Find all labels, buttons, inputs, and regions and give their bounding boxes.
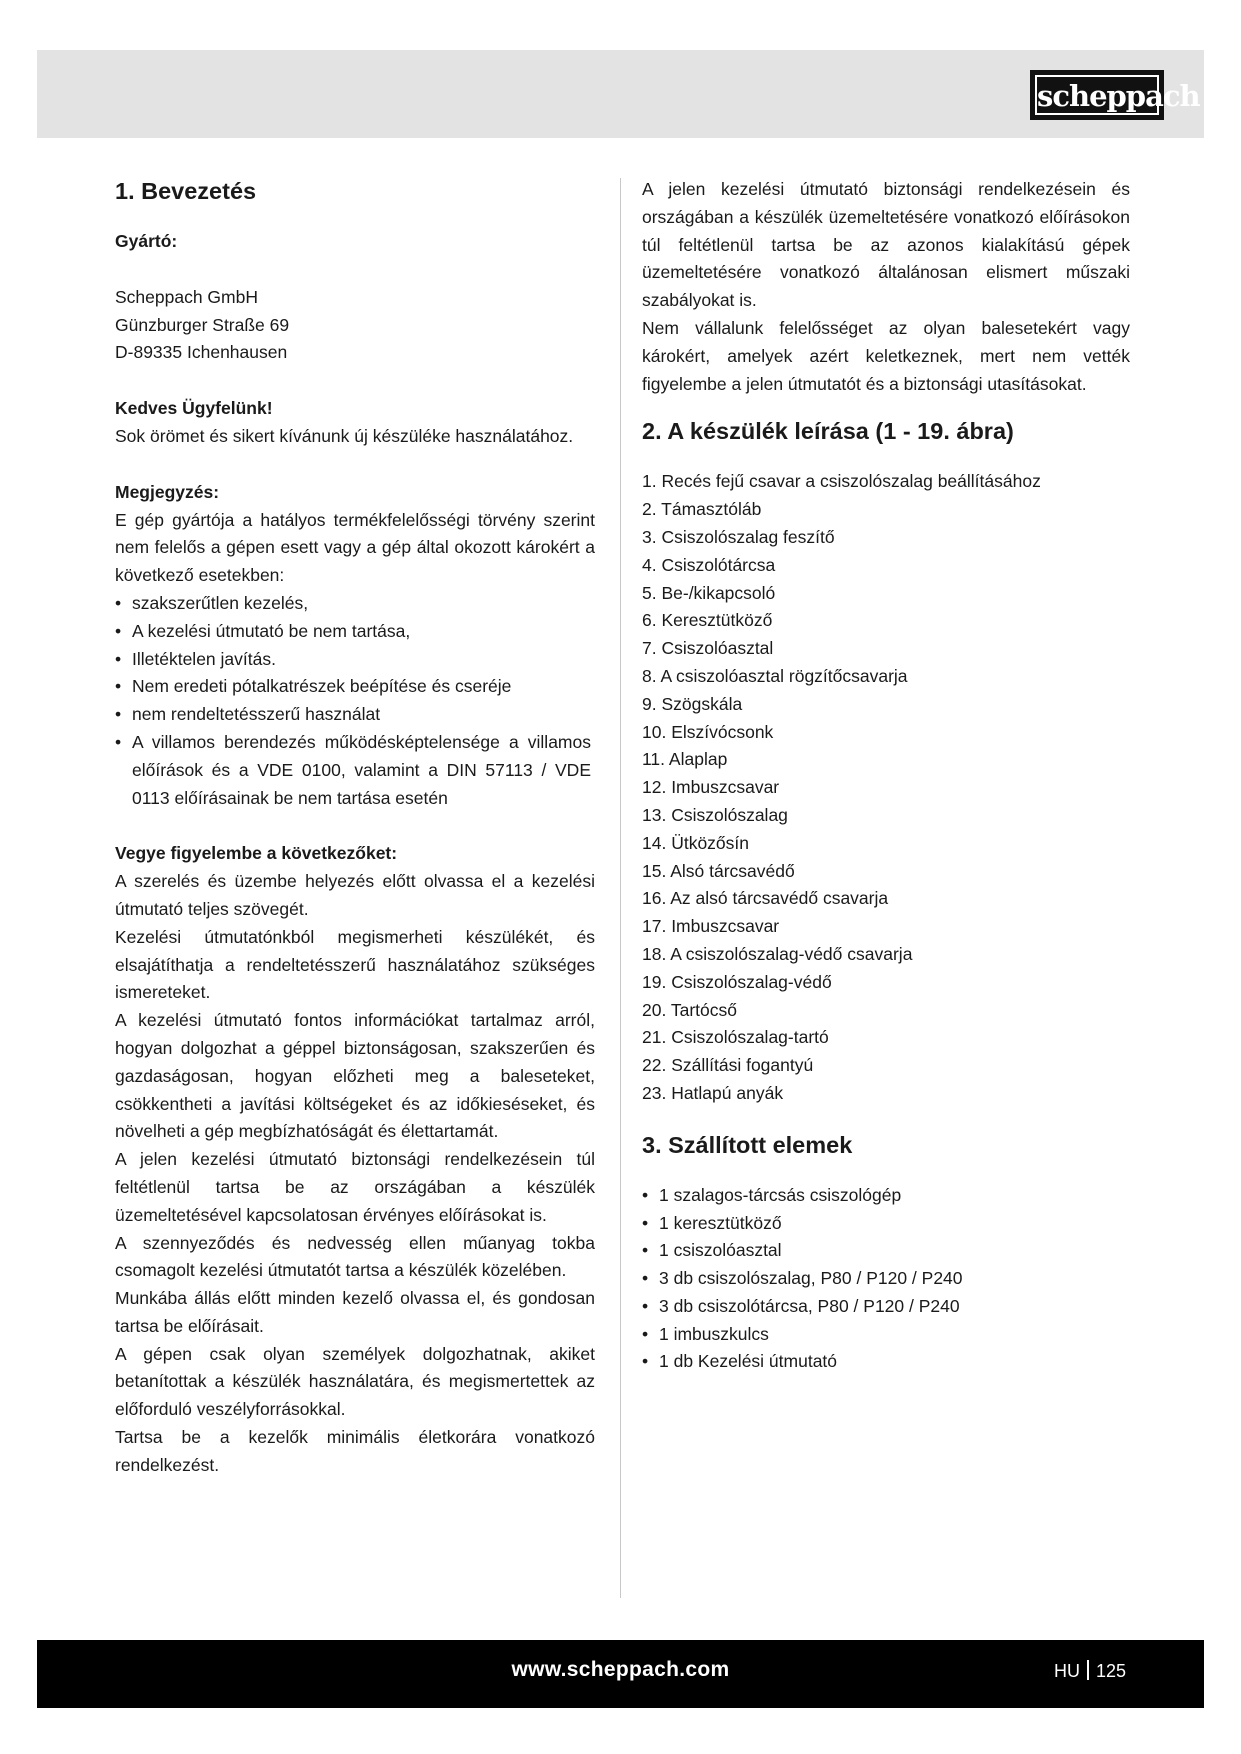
observe-paragraph: A jelen kezelési útmutató biztonsági rendelkezésein túl feltétlenül tartsa be az országában a készülék üzemeltetésével kapcsolatosan érvényes előírásokat is. [115, 1149, 595, 1225]
list-item: 7. Csiszolóasztal [642, 638, 774, 659]
list-item: • nem rendeltetésszerű használat [115, 701, 595, 729]
list-item: 1. Recés fejű csavar a csiszolószalag beállításához [642, 471, 1041, 492]
list-item: • A villamos berendezés működésképtelensége a villamos előírások és a VDE 0100, valamint a DIN 57113 / VDE 0113 előírásainak be nem tartása esetén [115, 729, 595, 812]
parts-list [642, 468, 1130, 1107]
list-item: 12. Imbuszcsavar [642, 777, 780, 798]
section-2-heading: 2. A készülék leírása (1 - 19. ábra) [642, 418, 1014, 445]
observe-paragraph: A szerelés és üzembe helyezés előtt olvassa el a kezelési útmutató teljes szövegét. [115, 871, 595, 919]
left-column [115, 176, 595, 1480]
observe-paragraph: A szennyeződés és nedvesség ellen műanyag tokba csomagolt kezelési útmutatót tartsa a készülék közelében. [115, 1232, 595, 1281]
list-item: 10. Elszívócsonk [642, 721, 774, 742]
intro-paragraph: A jelen kezelési útmutató biztonsági rendelkezésein és országában a készülék üzemeltetésére vonatkozó előírásokon túl feltétlenül tartsa be az azonos kialakítású gépek üzemeltetésére vonatkozó általánosan elismert műszaki szabályokat is. [642, 179, 1130, 311]
list-item: 18. A csiszolószalag-védő csavarja [642, 943, 913, 964]
intro-paragraph: Nem vállalunk felelősséget az olyan balesetekért vagy károkért, amelyek azért keletkeznek, mert nem vették figyelembe a jelen útmutatót és a biztonsági utasításokat. [642, 317, 1130, 394]
list-item: • 3 db csiszolószalag, P80 / P120 / P240 [642, 1265, 1130, 1293]
list-item: • szakszerűtlen kezelés, [115, 590, 595, 618]
page-indicator [1054, 1640, 1126, 1702]
list-item: 22. Szállítási fogantyú [642, 1055, 814, 1076]
note-bullet-list [115, 590, 595, 812]
list-item: 11. Alaplap [642, 749, 728, 770]
observe-paragraph: Kezelési útmutatónkból megismerheti készülékét, és elsajátíthatja a rendeltetésszerű használatához szükséges ismereteket. [115, 926, 595, 1003]
list-item: 17. Imbuszcsavar [642, 916, 780, 937]
manufacturer-label: Gyártó: [115, 231, 178, 251]
list-item: 13. Csiszolószalag [642, 804, 788, 825]
list-item: • 1 szalagos-tárcsás csiszológép [642, 1182, 1130, 1210]
list-item: • Nem eredeti pótalkatrészek beépítése és cseréje [115, 673, 595, 701]
address-line: D-89335 Ichenhausen [115, 342, 288, 363]
scheppach-logo [1030, 70, 1200, 120]
observe-paragraph: A kezelési útmutató fontos információkat tartalmaz arról, hogyan dolgozhat a géppel biztonságosan, szakszerűen és gazdaságosan, hogyan előzheti meg a baleseteket, csökkentheti a javítási költségeket és az időkieséseket, és növelheti a gép megbízhatóságát és élettartamát. [115, 1010, 595, 1142]
section-3-heading: 3. Szállított elemek [642, 1131, 853, 1158]
header-band [37, 50, 1204, 138]
section-1-heading: 1. Bevezetés [115, 178, 257, 204]
list-item: • 1 imbuszkulcs [642, 1321, 1130, 1349]
list-item: • 3 db csiszolótárcsa, P80 / P120 / P240 [642, 1293, 1130, 1321]
list-item: • 1 db Kezelési útmutató [642, 1348, 1130, 1376]
list-item: • 1 keresztütköző [642, 1210, 1130, 1238]
observe-label: Vegye figyelembe a következőket: [115, 843, 398, 864]
address-line: Günzburger Straße 69 [115, 314, 290, 335]
observe-paragraph: Munkába állás előtt minden kezelő olvassa el, és gondosan tartsa be előírásait. [115, 1288, 595, 1336]
footer-bar [37, 1640, 1204, 1708]
address-block [115, 284, 595, 367]
list-item: 21. Csiszolószalag-tartó [642, 1027, 829, 1048]
logo-text: scheppach [1035, 75, 1159, 115]
address-line: Scheppach GmbH [115, 286, 258, 307]
column-divider [620, 178, 621, 1598]
list-item: • Illetéktelen javítás. [115, 646, 595, 674]
list-item: 20. Tartócső [642, 999, 738, 1020]
dear-customer-text: Sok örömet és sikert kívánunk új készüléke használatához. [115, 425, 574, 446]
list-item: 3. Csiszolószalag feszítő [642, 526, 835, 547]
list-item: 15. Alsó tárcsavédő [642, 860, 795, 881]
list-item: 23. Hatlapú anyák [642, 1082, 784, 1103]
list-item: • 1 csiszolóasztal [642, 1237, 1130, 1265]
observe-paragraph: Tartsa be a kezelők minimális életkorára vonatkozó rendelkezést. [115, 1427, 595, 1475]
separator [1087, 1660, 1089, 1680]
dear-customer-label: Kedves Ügyfelünk! [115, 398, 273, 419]
note-text: E gép gyártója a hatályos termékfelelősségi törvény szerint nem felelős a gépen esett vagy a gép által okozott károkért a következő esetekben: [115, 509, 595, 586]
list-item: • A kezelési útmutató be nem tartása, [115, 618, 595, 646]
note-label: Megjegyzés: [115, 481, 220, 502]
list-item: 4. Csiszolótárcsa [642, 554, 776, 575]
list-item: 6. Keresztütköző [642, 610, 773, 631]
right-column [642, 176, 1130, 1376]
delivered-items-list [642, 1182, 1130, 1377]
list-item: 9. Szögskála [642, 693, 743, 714]
language-code: HU [1053, 1661, 1080, 1681]
list-item: 8. A csiszolóasztal rögzítőcsavarja [642, 665, 908, 686]
list-item: 16. Az alsó tárcsavédő csavarja [642, 888, 889, 909]
website-url: www.scheppach.com [511, 1658, 730, 1681]
list-item: 19. Csiszolószalag-védő [642, 971, 832, 992]
list-item: 5. Be-/kikapcsoló [642, 582, 776, 603]
page-number: 125 [1095, 1661, 1126, 1681]
list-item: 14. Ütközősín [642, 832, 749, 853]
list-item: 2. Támasztóláb [642, 499, 762, 520]
observe-paragraph: A gépen csak olyan személyek dolgozhatnak, akiket betanítottak a készülék használatára, és megismertettek az előforduló veszélyforrásokkal. [115, 1343, 595, 1420]
